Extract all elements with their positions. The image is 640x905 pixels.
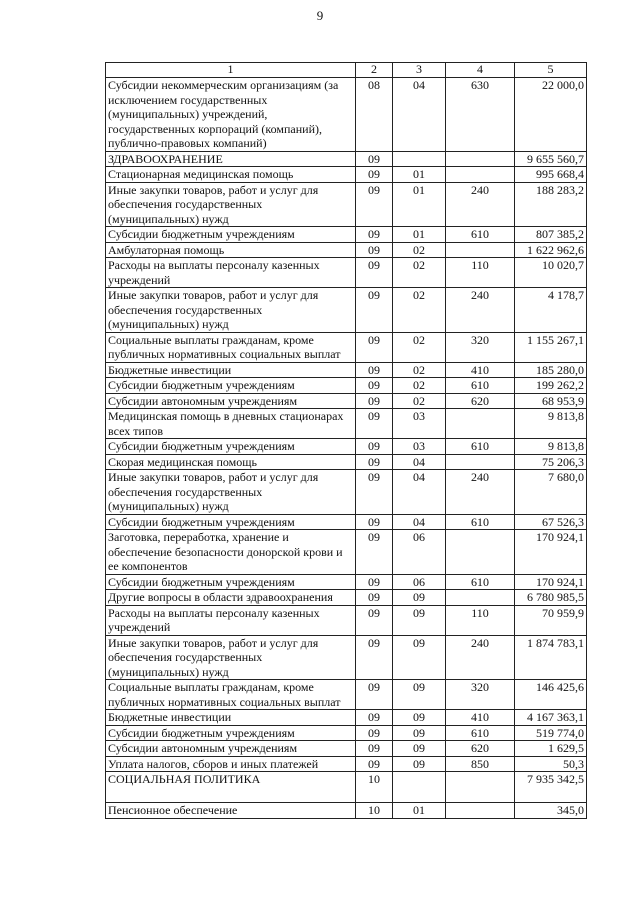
row-amount-cell: 4 167 363,1 (515, 710, 587, 726)
table-row (106, 725, 587, 741)
row-section-cell: 09 (356, 182, 393, 227)
row-subsection-cell: 09 (393, 635, 446, 680)
row-amount-cell: 146 425,6 (515, 680, 587, 710)
row-section-cell: 09 (356, 362, 393, 378)
row-amount-cell: 68 953,9 (515, 393, 587, 409)
row-subsection-cell: 04 (393, 470, 446, 515)
row-type-cell: 240 (446, 182, 515, 227)
row-amount-cell: 1 622 962,6 (515, 242, 587, 258)
row-name-cell: Социальные выплаты гражданам, кроме публичных нормативных социальных выплат (106, 332, 356, 362)
row-subsection-cell: 02 (393, 393, 446, 409)
row-section-cell: 09 (356, 288, 393, 333)
row-name-cell: ЗДРАВООХРАНЕНИЕ (106, 151, 356, 167)
row-section-cell: 09 (356, 530, 393, 575)
column-number-row (106, 63, 587, 78)
table-row (106, 393, 587, 409)
row-amount-cell: 75 206,3 (515, 454, 587, 470)
row-amount-cell: 199 262,2 (515, 378, 587, 394)
row-amount-cell: 70 959,9 (515, 605, 587, 635)
table-row (106, 710, 587, 726)
row-amount-cell: 9 813,8 (515, 409, 587, 439)
row-subsection-cell (393, 151, 446, 167)
column-header-3: 3 (393, 63, 446, 78)
row-type-cell (446, 454, 515, 470)
row-section-cell: 09 (356, 574, 393, 590)
row-name-cell: Субсидии бюджетным учреждениям (106, 378, 356, 394)
row-name-cell: Медицинская помощь в дневных стационарах всех типов (106, 409, 356, 439)
row-name-cell: Субсидии бюджетным учреждениям (106, 227, 356, 243)
table-row (106, 439, 587, 455)
row-name-cell: Другие вопросы в области здравоохранения (106, 590, 356, 606)
row-type-cell (446, 530, 515, 575)
row-name-cell: Субсидии бюджетным учреждениям (106, 574, 356, 590)
table-row (106, 227, 587, 243)
row-section-cell: 09 (356, 470, 393, 515)
row-section-cell: 09 (356, 635, 393, 680)
table-row (106, 242, 587, 258)
budget-table (105, 62, 587, 819)
row-section-cell: 09 (356, 680, 393, 710)
row-subsection-cell: 02 (393, 288, 446, 333)
row-subsection-cell: 09 (393, 741, 446, 757)
row-type-cell: 110 (446, 605, 515, 635)
row-subsection-cell: 02 (393, 378, 446, 394)
row-name-cell: Иные закупки товаров, работ и услуг для обеспечения государственных (муниципальных) нужд (106, 182, 356, 227)
row-type-cell: 610 (446, 514, 515, 530)
row-subsection-cell: 09 (393, 590, 446, 606)
row-amount-cell: 170 924,1 (515, 530, 587, 575)
row-section-cell: 09 (356, 151, 393, 167)
column-header-1: 1 (106, 63, 356, 78)
row-amount-cell: 50,3 (515, 756, 587, 772)
row-name-cell: Пенсионное обеспечение (106, 803, 356, 819)
table-header (106, 63, 587, 78)
row-subsection-cell: 01 (393, 803, 446, 819)
row-type-cell: 410 (446, 710, 515, 726)
column-header-2: 2 (356, 63, 393, 78)
row-type-cell (446, 803, 515, 819)
table-row (106, 635, 587, 680)
row-type-cell (446, 242, 515, 258)
row-amount-cell: 4 178,7 (515, 288, 587, 333)
row-subsection-cell: 09 (393, 710, 446, 726)
row-name-cell: Субсидии автономным учреждениям (106, 393, 356, 409)
row-name-cell: Расходы на выплаты персоналу казенных учреждений (106, 258, 356, 288)
column-header-4: 4 (446, 63, 515, 78)
table-row (106, 470, 587, 515)
row-subsection-cell: 06 (393, 574, 446, 590)
row-name-cell: СОЦИАЛЬНАЯ ПОЛИТИКА (106, 772, 356, 803)
table-row (106, 167, 587, 183)
row-type-cell: 320 (446, 680, 515, 710)
row-subsection-cell: 09 (393, 725, 446, 741)
row-subsection-cell: 09 (393, 756, 446, 772)
row-type-cell (446, 590, 515, 606)
row-amount-cell: 188 283,2 (515, 182, 587, 227)
row-amount-cell: 1 629,5 (515, 741, 587, 757)
row-section-cell: 09 (356, 393, 393, 409)
row-name-cell: Бюджетные инвестиции (106, 710, 356, 726)
table-row (106, 182, 587, 227)
table-row (106, 803, 587, 819)
row-type-cell: 410 (446, 362, 515, 378)
row-amount-cell: 9 813,8 (515, 439, 587, 455)
row-section-cell: 09 (356, 227, 393, 243)
table-row (106, 741, 587, 757)
row-name-cell: Уплата налогов, сборов и иных платежей (106, 756, 356, 772)
row-subsection-cell: 06 (393, 530, 446, 575)
row-name-cell: Субсидии бюджетным учреждениям (106, 514, 356, 530)
row-type-cell: 610 (446, 725, 515, 741)
row-amount-cell: 519 774,0 (515, 725, 587, 741)
table-row (106, 288, 587, 333)
row-section-cell: 09 (356, 439, 393, 455)
row-type-cell: 620 (446, 393, 515, 409)
row-amount-cell: 7 935 342,5 (515, 772, 587, 803)
row-subsection-cell: 02 (393, 332, 446, 362)
row-name-cell: Стационарная медицинская помощь (106, 167, 356, 183)
row-type-cell: 610 (446, 378, 515, 394)
row-name-cell: Иные закупки товаров, работ и услуг для обеспечения государственных (муниципальных) нужд (106, 635, 356, 680)
row-name-cell: Субсидии автономным учреждениям (106, 741, 356, 757)
row-amount-cell: 10 020,7 (515, 258, 587, 288)
row-type-cell (446, 167, 515, 183)
row-type-cell: 240 (446, 470, 515, 515)
row-section-cell: 09 (356, 605, 393, 635)
table-row (106, 78, 587, 152)
table-row (106, 258, 587, 288)
row-name-cell: Бюджетные инвестиции (106, 362, 356, 378)
row-type-cell: 320 (446, 332, 515, 362)
row-section-cell: 10 (356, 803, 393, 819)
row-type-cell: 610 (446, 574, 515, 590)
row-section-cell: 09 (356, 741, 393, 757)
row-subsection-cell: 01 (393, 227, 446, 243)
row-type-cell: 110 (446, 258, 515, 288)
row-type-cell: 240 (446, 635, 515, 680)
row-name-cell: Заготовка, переработка, хранение и обеспечение безопасности донорской крови и ее компонентов (106, 530, 356, 575)
row-section-cell: 09 (356, 167, 393, 183)
row-section-cell: 09 (356, 756, 393, 772)
row-type-cell: 630 (446, 78, 515, 152)
row-type-cell: 610 (446, 439, 515, 455)
table-row (106, 574, 587, 590)
page-number: 9 (316, 8, 324, 23)
row-name-cell: Амбулаторная помощь (106, 242, 356, 258)
row-section-cell: 09 (356, 710, 393, 726)
row-subsection-cell: 02 (393, 258, 446, 288)
table-row (106, 362, 587, 378)
row-amount-cell: 995 668,4 (515, 167, 587, 183)
table-row (106, 409, 587, 439)
table-row (106, 454, 587, 470)
row-section-cell: 09 (356, 725, 393, 741)
row-section-cell: 09 (356, 454, 393, 470)
row-subsection-cell: 03 (393, 439, 446, 455)
row-section-cell: 09 (356, 514, 393, 530)
row-subsection-cell (393, 772, 446, 803)
row-type-cell: 240 (446, 288, 515, 333)
row-amount-cell: 7 680,0 (515, 470, 587, 515)
row-amount-cell: 345,0 (515, 803, 587, 819)
row-amount-cell: 1 874 783,1 (515, 635, 587, 680)
row-section-cell: 09 (356, 242, 393, 258)
table-row (106, 151, 587, 167)
row-subsection-cell: 02 (393, 242, 446, 258)
row-amount-cell: 807 385,2 (515, 227, 587, 243)
row-amount-cell: 6 780 985,5 (515, 590, 587, 606)
table-row (106, 772, 587, 803)
row-name-cell: Субсидии бюджетным учреждениям (106, 439, 356, 455)
row-section-cell: 09 (356, 590, 393, 606)
row-subsection-cell: 04 (393, 514, 446, 530)
row-amount-cell: 9 655 560,7 (515, 151, 587, 167)
row-name-cell: Субсидии бюджетным учреждениям (106, 725, 356, 741)
row-type-cell: 850 (446, 756, 515, 772)
row-subsection-cell: 01 (393, 182, 446, 227)
table-row (106, 680, 587, 710)
row-subsection-cell: 04 (393, 454, 446, 470)
row-amount-cell: 185 280,0 (515, 362, 587, 378)
table-body (106, 78, 587, 819)
row-amount-cell: 22 000,0 (515, 78, 587, 152)
row-name-cell: Иные закупки товаров, работ и услуг для обеспечения государственных (муниципальных) нужд (106, 288, 356, 333)
row-type-cell (446, 772, 515, 803)
row-section-cell: 09 (356, 409, 393, 439)
row-name-cell: Субсидии некоммерческим организациям (за исключением государственных (муниципальных) учреждений, государственных корпораций (компаний), публично-правовых компаний) (106, 78, 356, 152)
row-section-cell: 09 (356, 378, 393, 394)
row-name-cell: Социальные выплаты гражданам, кроме публичных нормативных социальных выплат (106, 680, 356, 710)
row-section-cell: 08 (356, 78, 393, 152)
row-subsection-cell: 04 (393, 78, 446, 152)
row-section-cell: 10 (356, 772, 393, 803)
table-row (106, 530, 587, 575)
row-subsection-cell: 03 (393, 409, 446, 439)
table-row (106, 514, 587, 530)
row-subsection-cell: 01 (393, 167, 446, 183)
row-type-cell (446, 409, 515, 439)
row-section-cell: 09 (356, 332, 393, 362)
row-amount-cell: 1 155 267,1 (515, 332, 587, 362)
row-type-cell: 610 (446, 227, 515, 243)
table-row (106, 605, 587, 635)
row-type-cell (446, 151, 515, 167)
row-name-cell: Иные закупки товаров, работ и услуг для обеспечения государственных (муниципальных) нужд (106, 470, 356, 515)
table-row (106, 590, 587, 606)
table-row (106, 378, 587, 394)
row-section-cell: 09 (356, 258, 393, 288)
row-amount-cell: 67 526,3 (515, 514, 587, 530)
table-row (106, 332, 587, 362)
row-amount-cell: 170 924,1 (515, 574, 587, 590)
row-name-cell: Расходы на выплаты персоналу казенных учреждений (106, 605, 356, 635)
row-type-cell: 620 (446, 741, 515, 757)
row-name-cell: Скорая медицинская помощь (106, 454, 356, 470)
table-row (106, 756, 587, 772)
row-subsection-cell: 09 (393, 680, 446, 710)
row-subsection-cell: 02 (393, 362, 446, 378)
column-header-5: 5 (515, 63, 587, 78)
row-subsection-cell: 09 (393, 605, 446, 635)
